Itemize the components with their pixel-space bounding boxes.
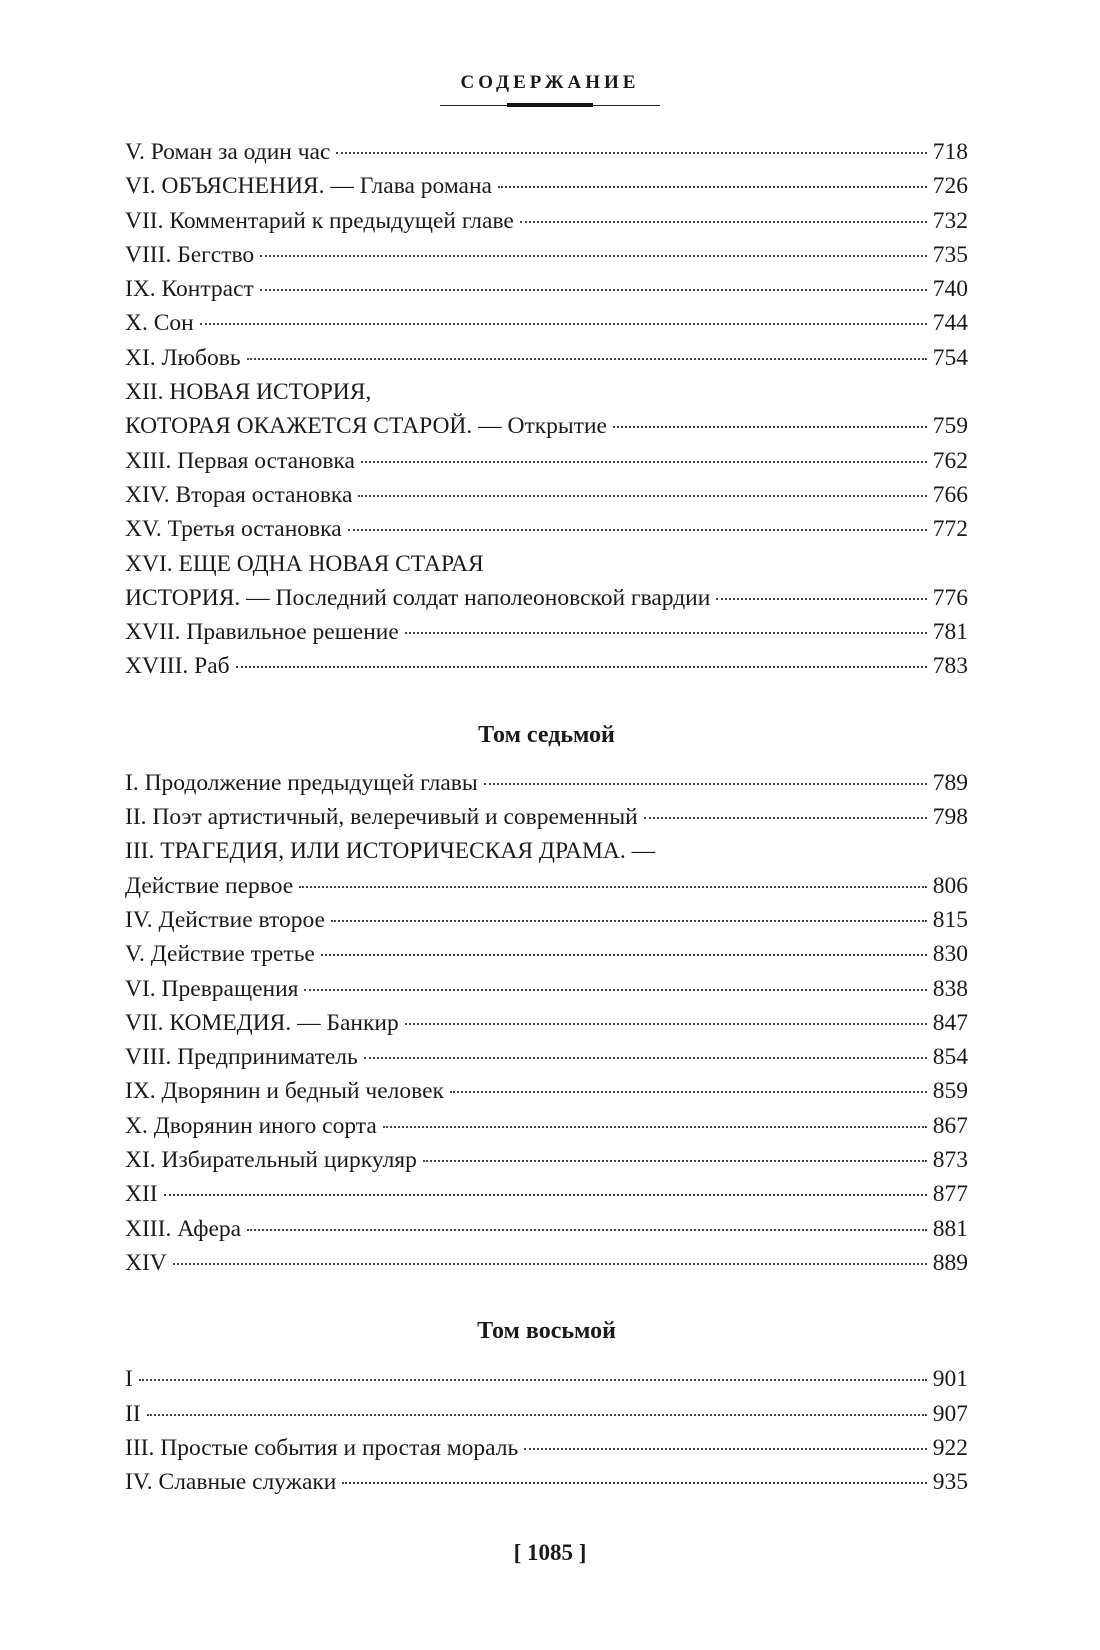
dot-leader: [484, 783, 927, 785]
dot-leader: [342, 1482, 926, 1484]
toc-entry[interactable]: [125, 1143, 968, 1177]
toc-entry-page: 776: [932, 584, 968, 611]
toc-entry-page: 847: [932, 1009, 968, 1036]
toc-entry-title: IV. Славные служаки: [125, 1469, 337, 1496]
volume-heading: Том восьмой: [477, 1318, 616, 1345]
dot-leader: [405, 632, 927, 634]
toc-entry-title: XIV: [125, 1249, 167, 1276]
toc-entry-page: 783: [932, 653, 968, 680]
page-number: [ 1085 ]: [513, 1540, 587, 1565]
toc-entry-page: 754: [932, 344, 968, 371]
toc-entry-page: 859: [932, 1078, 968, 1105]
toc-entry-page: 838: [932, 975, 968, 1002]
toc-entry-page: 867: [932, 1112, 968, 1139]
dot-leader: [498, 186, 927, 188]
toc-entry-title: XVII. Правильное решение: [125, 619, 399, 646]
toc-entry[interactable]: [125, 238, 968, 272]
toc-entry-page: 789: [932, 769, 968, 796]
dot-leader: [450, 1091, 927, 1093]
toc-entry-page: 735: [932, 241, 968, 268]
toc-entry[interactable]: [125, 478, 968, 512]
toc-entry-title: XIII. Афера: [125, 1215, 242, 1242]
dot-leader: [260, 289, 927, 291]
toc-entry[interactable]: [125, 204, 968, 238]
dot-leader: [358, 495, 926, 497]
toc-entry-title: XV. Третья остановка: [125, 516, 342, 543]
toc-entry[interactable]: [125, 1465, 968, 1499]
toc-entry[interactable]: [125, 1074, 968, 1108]
toc-entry[interactable]: [125, 649, 968, 683]
dot-leader: [247, 358, 927, 360]
toc-entry[interactable]: [125, 272, 968, 306]
dot-leader: [173, 1263, 927, 1265]
table-of-contents: [125, 135, 968, 1499]
toc-entry-title: III. Простые события и простая мораль: [125, 1434, 519, 1461]
dot-leader: [321, 954, 927, 956]
toc-entry-title: XVI. ЕЩЕ ОДНА НОВАЯ СТАРАЯ: [125, 550, 484, 577]
toc-entry-title: Действие первое: [125, 872, 294, 899]
dot-leader: [336, 152, 926, 154]
dot-leader: [260, 255, 927, 257]
toc-entry[interactable]: [125, 1006, 968, 1040]
toc-entry-page: 726: [932, 173, 968, 200]
toc-entry-page: 759: [932, 413, 968, 440]
toc-entry-title: IV. Действие второе: [125, 906, 325, 933]
dot-leader: [147, 1414, 927, 1416]
toc-entry[interactable]: [125, 1397, 968, 1431]
toc-entry-title: IX. Контраст: [125, 276, 254, 303]
page-title: СОДЕРЖАНИЕ: [460, 72, 640, 93]
toc-entry-page: 901: [932, 1366, 968, 1393]
dot-leader: [348, 529, 927, 531]
toc-entry[interactable]: [125, 444, 968, 478]
toc-entry-title: VI. Превращения: [125, 975, 299, 1002]
toc-entry-page: 798: [932, 804, 968, 831]
toc-entry-title: VII. КОМЕДИЯ. — Банкир: [125, 1009, 399, 1036]
toc-entry-title: XI. Любовь: [125, 344, 241, 371]
toc-entry-title: XII. НОВАЯ ИСТОРИЯ,: [125, 379, 372, 406]
toc-entry-title: V. Роман за один час: [125, 139, 331, 165]
toc-entry-page: 766: [932, 481, 968, 508]
toc-entry-title: III. ТРАГЕДИЯ, ИЛИ ИСТОРИЧЕСКАЯ ДРАМА. —: [125, 838, 656, 865]
dot-leader: [613, 426, 927, 428]
toc-entry[interactable]: [125, 1431, 968, 1465]
dot-leader: [200, 323, 927, 325]
toc-entry[interactable]: [125, 937, 968, 971]
toc-entry-page: 744: [932, 310, 968, 337]
toc-entry[interactable]: [125, 306, 968, 340]
toc-entry-page: 762: [932, 447, 968, 474]
toc-entry[interactable]: [125, 766, 968, 800]
dot-leader: [331, 920, 927, 922]
volume-heading: Том седьмой: [478, 721, 615, 748]
dot-leader: [405, 1023, 927, 1025]
toc-section-list: [125, 1362, 968, 1499]
toc-entry-page: 907: [932, 1400, 968, 1427]
toc-entry-title: II: [125, 1400, 141, 1427]
dot-leader: [236, 666, 927, 668]
toc-entry[interactable]: [125, 547, 968, 581]
toc-entry-page: 881: [932, 1215, 968, 1242]
dot-leader: [383, 1126, 927, 1128]
toc-entry-title: XII: [125, 1181, 158, 1208]
header-rule-accent: [507, 103, 593, 107]
toc-entry[interactable]: [125, 800, 968, 834]
dot-leader: [299, 886, 927, 888]
toc-entry[interactable]: [125, 135, 968, 169]
dot-leader: [520, 221, 927, 223]
toc-entry[interactable]: [125, 972, 968, 1006]
toc-entry-page: 854: [932, 1044, 968, 1071]
dot-leader: [164, 1194, 927, 1196]
dot-leader: [139, 1379, 927, 1381]
toc-entry-title: II. Поэт артистичный, велеречивый и современный: [125, 804, 638, 831]
toc-entry-title: I: [125, 1366, 133, 1393]
toc-entry[interactable]: [125, 1246, 968, 1280]
toc-entry-title: XVIII. Раб: [125, 653, 230, 680]
toc-entry-title: КОТОРАЯ ОКАЖЕТСЯ СТАРОЙ. — Открытие: [125, 413, 607, 440]
toc-entry-page: 922: [932, 1434, 968, 1461]
toc-entry[interactable]: [125, 615, 968, 649]
toc-section-list: [125, 766, 968, 1280]
toc-entry-title: I. Продолжение предыдущей главы: [125, 769, 478, 796]
toc-entry-title: V. Действие третье: [125, 941, 315, 968]
toc-entry-page: 772: [932, 516, 968, 543]
toc-entry-title: VII. Комментарий к предыдущей главе: [125, 207, 514, 234]
toc-entry-title: XIV. Вторая остановка: [125, 481, 353, 508]
toc-entry-page: 740: [932, 276, 968, 303]
toc-entry-page: 781: [932, 619, 968, 646]
toc-section-list: [125, 135, 968, 684]
toc-entry[interactable]: [125, 869, 968, 903]
toc-entry[interactable]: [125, 375, 968, 409]
toc-entry[interactable]: [125, 169, 968, 203]
toc-entry[interactable]: [125, 1177, 968, 1211]
toc-entry-title: ИСТОРИЯ. — Последний солдат наполеоновской гвардии: [125, 584, 711, 611]
toc-entry[interactable]: [125, 834, 968, 868]
toc-entry[interactable]: [125, 903, 968, 937]
toc-entry-title: XI. Избирательный циркуляр: [125, 1147, 417, 1174]
dot-leader: [361, 461, 927, 463]
toc-entry-page: 877: [932, 1181, 968, 1208]
dot-leader: [716, 598, 926, 600]
toc-entry[interactable]: [125, 341, 968, 375]
toc-entry-title: IX. Дворянин и бедный человек: [125, 1078, 444, 1105]
toc-entry-page: 806: [932, 872, 968, 899]
dot-leader: [304, 989, 926, 991]
toc-entry[interactable]: [125, 1109, 968, 1143]
toc-entry-title: VIII. Бегство: [125, 241, 255, 268]
dot-leader: [423, 1160, 927, 1162]
toc-entry[interactable]: [125, 1040, 968, 1074]
toc-entry-page: 889: [932, 1249, 968, 1276]
toc-entry[interactable]: [125, 512, 968, 546]
toc-entry-title: VI. ОБЪЯСНЕНИЯ. — Глава романа: [125, 173, 492, 200]
toc-entry[interactable]: [125, 1212, 968, 1246]
toc-entry-title: X. Дворянин иного сорта: [125, 1112, 377, 1139]
toc-entry-page: 873: [932, 1147, 968, 1174]
toc-entry-title: XIII. Первая остановка: [125, 447, 355, 474]
toc-entry-page: 732: [932, 207, 968, 234]
running-header: [0, 72, 1100, 94]
toc-entry-title: VIII. Предприниматель: [125, 1044, 358, 1071]
toc-entry-page: 718: [932, 139, 968, 165]
dot-leader: [644, 817, 927, 819]
toc-entry-page: 815: [932, 906, 968, 933]
toc-entry[interactable]: [125, 581, 968, 615]
dot-leader: [247, 1229, 927, 1231]
toc-entry-page: 830: [932, 941, 968, 968]
toc-entry-title: X. Сон: [125, 310, 194, 337]
dot-leader: [364, 1057, 927, 1059]
toc-entry-page: 935: [932, 1469, 968, 1496]
toc-entry[interactable]: [125, 409, 968, 443]
toc-entry[interactable]: [125, 1362, 968, 1396]
dot-leader: [524, 1448, 927, 1450]
